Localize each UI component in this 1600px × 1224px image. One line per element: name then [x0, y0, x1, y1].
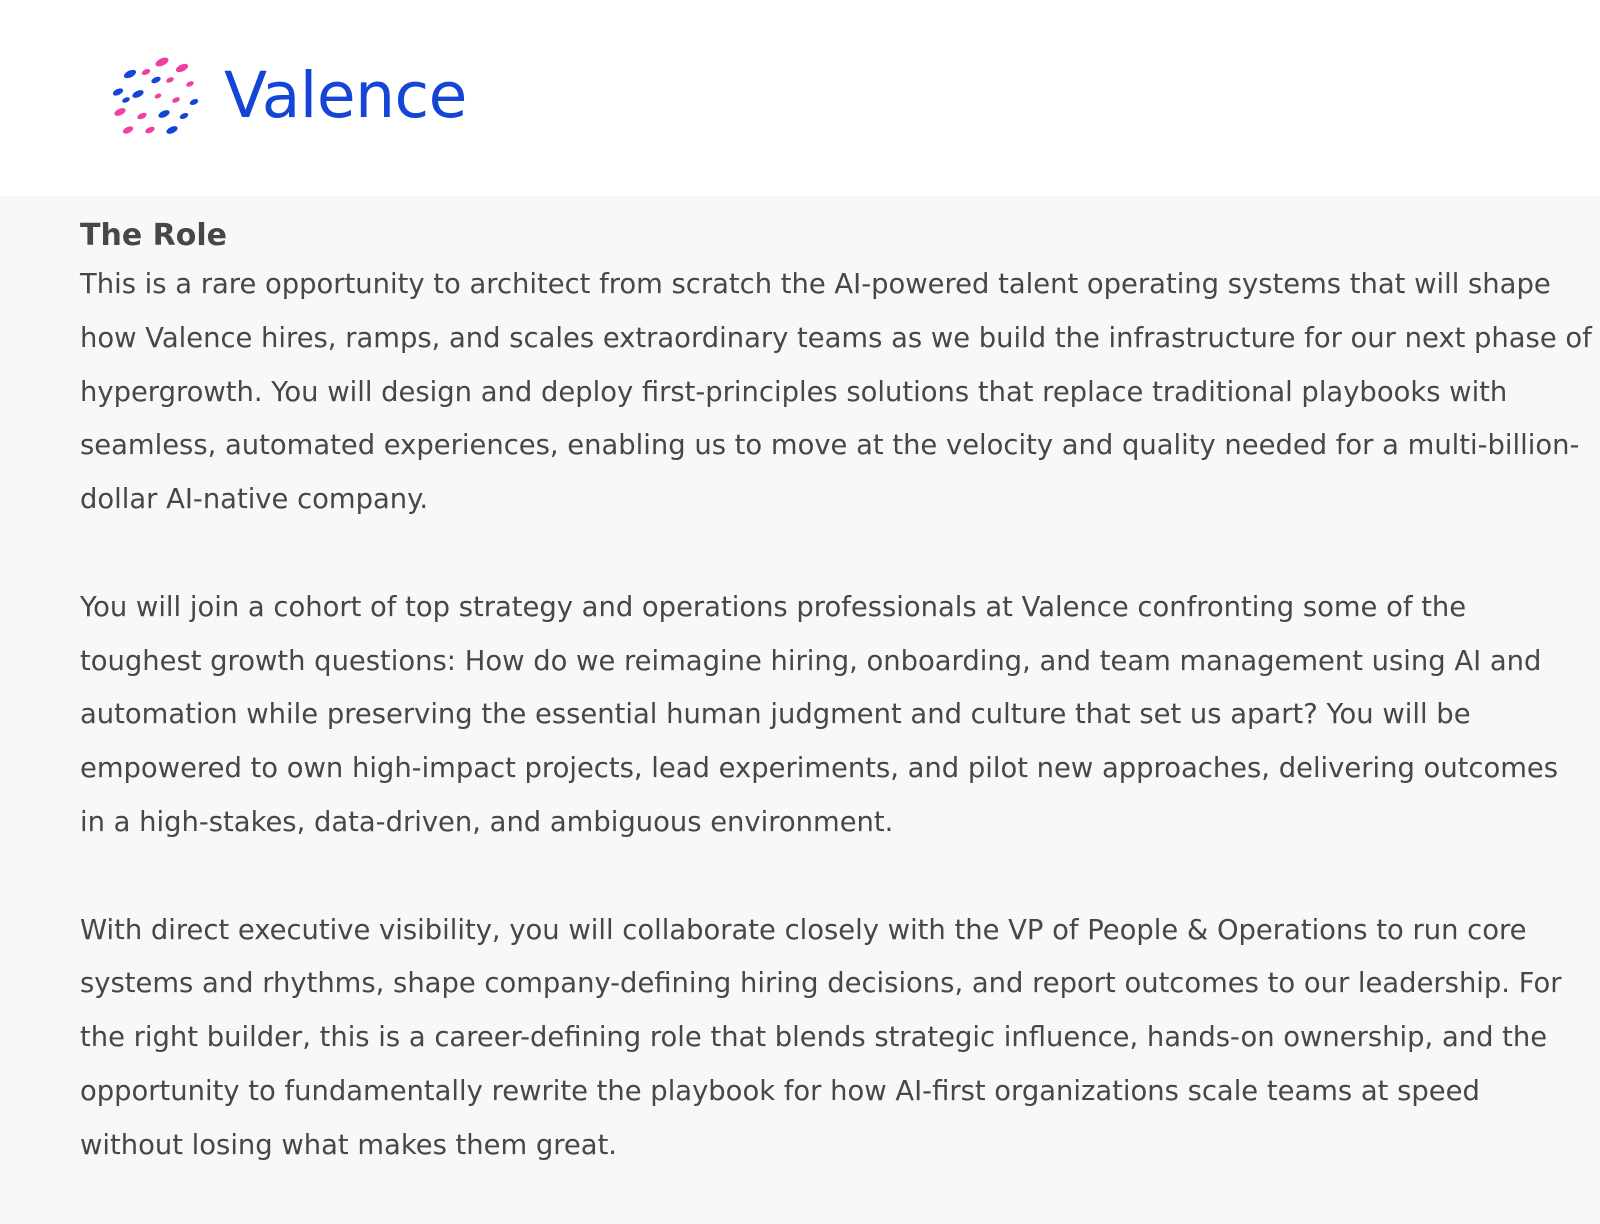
paragraph-role-overview [80, 258, 1592, 527]
text-line: With direct executive visibility, you will collaborate closely with the VP of People & Operations to run core [80, 914, 1527, 946]
text-line: automation while preserving the essential human judgment and culture that set us apart? You will be [80, 699, 1471, 731]
page-header [0, 0, 1600, 196]
text-line: You will join a cohort of top strategy and operations professionals at Valence confronting some of the [80, 591, 1467, 623]
text-line: systems and rhythms, shape company-defining hiring decisions, and report outcomes to our leadership. For [80, 968, 1562, 1000]
text-line: empowered to own high-impact projects, lead experiments, and pilot new approaches, delivering outcomes [80, 753, 1559, 785]
text-line: toughest growth questions: How do we reimagine hiring, onboarding, and team management using AI and [80, 645, 1542, 677]
valence-logo-mark-icon [110, 50, 206, 140]
job-description [80, 196, 1592, 1173]
paragraph-executive-visibility [80, 904, 1570, 1173]
section-title: The Role [80, 218, 227, 253]
logo-wordmark: Valence [224, 58, 467, 132]
text-line: dollar AI-native company. [80, 484, 429, 516]
valence-logo[interactable] [110, 50, 467, 140]
text-line: opportunity to fundamentally rewrite the playbook for how AI-first organizations scale teams at speed [80, 1075, 1480, 1107]
text-line: without losing what makes them great. [80, 1129, 618, 1161]
text-line: in a high-stakes, data-driven, and ambiguous environment. [80, 806, 894, 838]
text-line: seamless, automated experiences, enabling us to move at the velocity and quality needed for a multi-billion- [80, 430, 1580, 462]
text-line: hypergrowth. You will design and deploy first-principles solutions that replace traditional playbooks with [80, 376, 1508, 408]
text-line: how Valence hires, ramps, and scales extraordinary teams as we build the infrastructure for our next phase of [80, 322, 1592, 354]
text-line: This is a rare opportunity to architect from scratch the AI-powered talent operating systems that will shape [80, 269, 1551, 300]
paragraph-cohort [80, 581, 1570, 850]
text-line: the right builder, this is a career-defining role that blends strategic influence, hands-on ownership, and the [80, 1022, 1548, 1054]
